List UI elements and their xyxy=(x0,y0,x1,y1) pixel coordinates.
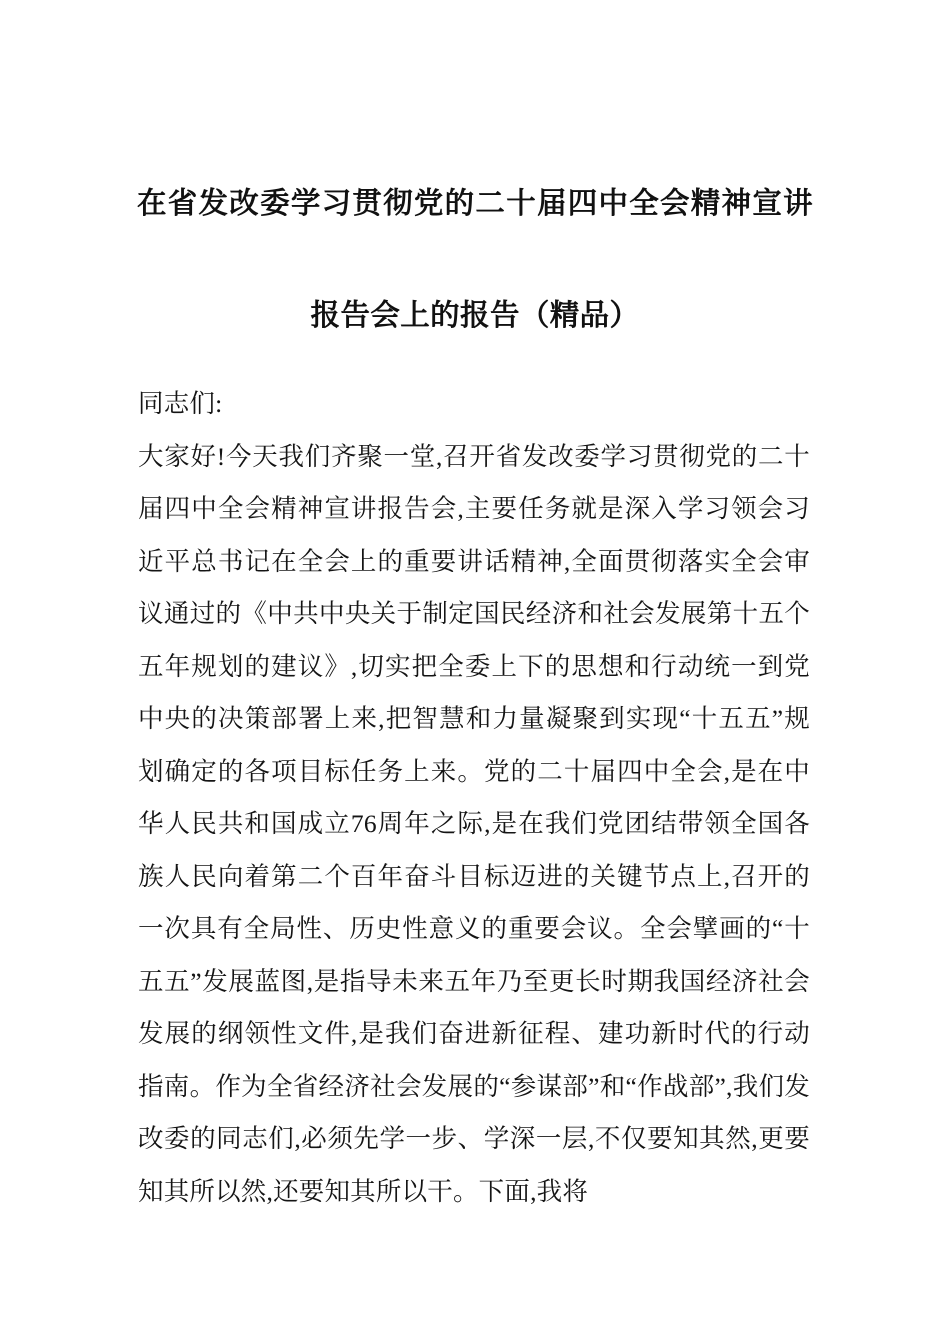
page-title: 在省发改委学习贯彻党的二十届四中全会精神宣讲报告会上的报告（精品） xyxy=(137,188,813,332)
document-body xyxy=(138,378,810,1218)
body-paragraph: 大家好!今天我们齐聚一堂,召开省发改委学习贯彻党的二十届四中全会精神宣讲报告会,主要任务就是深入学习领会习近平总书记在全会上的重要讲话精神,全面贯彻落实全会审议通过的《中共中央关于制定国民经济和社会发展第十五个五年规划的建议》,切实把全委上下的思想和行动统一到党中央的决策部署上来,把智慧和力量凝聚到实现“十五五”规划确定的各项目标任务上来。党的二十届四中全会,是在中华人民共和国成立76周年之际,是在我们党团结带领全国各族人民向着第二个百年奋斗目标迈进的关键节点上,召开的一次具有全局性、历史性意义的重要会议。全会擘画的“十五五”发展蓝图,是指导未来五年乃至更长时期我国经济社会发展的纲领性文件,是我们奋进新征程、建功新时代的行动指南。作为全省经济社会发展的“参谋部”和“作战部”,我们发改委的同志们,必须先学一步、学深一层,不仅要知其然,更要知其所以然,还要知其所以干。下面,我将 xyxy=(138,441,810,1206)
document-title-block xyxy=(137,148,813,372)
salutation-line: 同志们: xyxy=(138,389,223,418)
